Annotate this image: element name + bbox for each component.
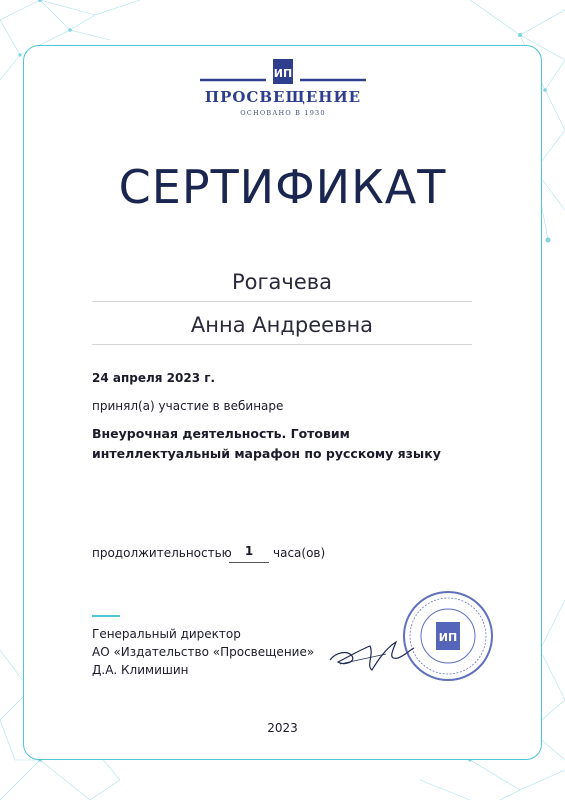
webinar-title-line-1: Внеурочная деятельность. Готовим — [92, 426, 350, 441]
publisher-logo — [198, 58, 368, 122]
recipient-last-name: Рогачева — [232, 270, 332, 294]
logo-glyph: ИП — [273, 67, 293, 80]
accent-line — [92, 615, 120, 617]
signatory-name: Д.А. Климишин — [92, 663, 189, 677]
duration-label: продолжительностью — [92, 546, 232, 560]
signatory-organization: АО «Издательство «Просвещение» — [92, 645, 315, 659]
name-divider — [92, 344, 472, 345]
publisher-name: ПРОСВЕЩЕНИЕ — [204, 88, 362, 106]
participation-text: принял(а) участие в вебинаре — [92, 399, 284, 413]
publisher-tagline: ОСНОВАНО В 1930 — [240, 109, 326, 117]
name-divider — [92, 301, 472, 302]
duration-unit: часа(ов) — [273, 546, 326, 560]
svg-text:ИП: ИП — [438, 631, 458, 644]
webinar-title — [92, 424, 472, 464]
publisher-emblem-icon — [198, 58, 368, 88]
certificate-title: СЕРТИФИКАТ — [118, 160, 447, 214]
recipient-first-names: Анна Андреевна — [190, 313, 374, 337]
company-seal-stamp — [402, 590, 494, 682]
certificate-year: 2023 — [267, 721, 298, 735]
webinar-title-line-2: интеллектуальный марафон по русскому языку — [92, 446, 441, 461]
duration-value: 1 — [229, 544, 269, 563]
signatory-position: Генеральный директор — [92, 627, 241, 641]
certificate-date: 24 апреля 2023 г. — [92, 371, 216, 385]
